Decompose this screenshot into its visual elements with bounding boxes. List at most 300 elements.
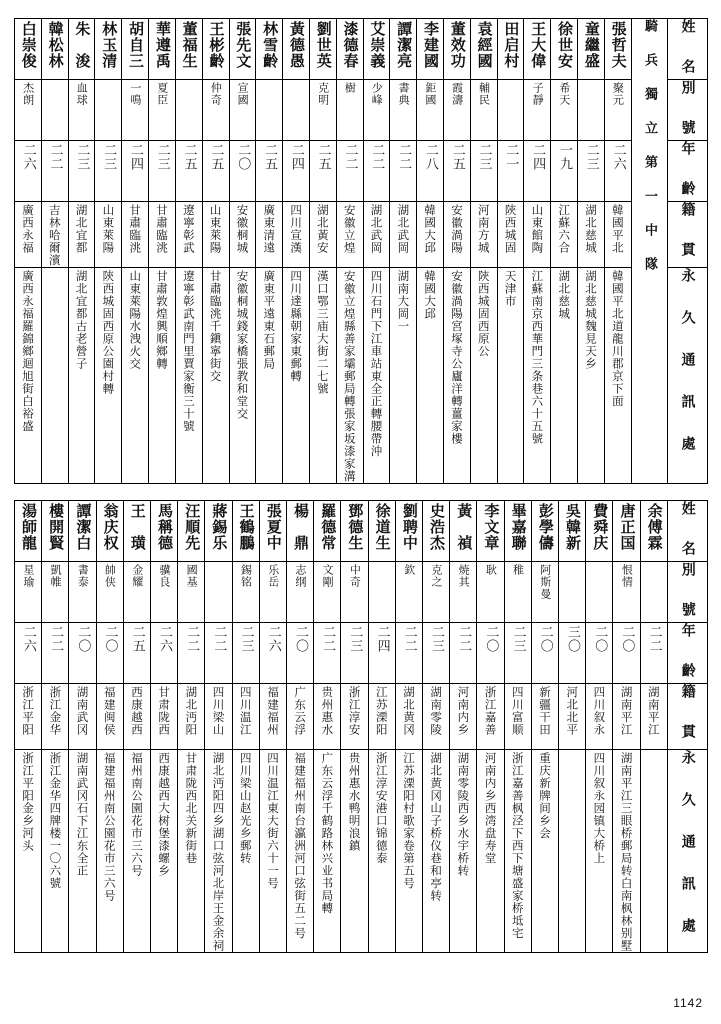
cell-text-alias: 克明	[316, 82, 330, 106]
cell-text-address: 江蘇南京西華門三条巷六十五號	[530, 270, 545, 445]
cell-text-age: 二三	[101, 143, 117, 171]
cell-age	[423, 622, 450, 683]
cell-text-age: 二四	[374, 624, 390, 653]
cell-text-name: 彭學儔	[536, 502, 555, 551]
cell-text-name: 黃德愚	[287, 21, 306, 69]
cell-text-alias: 仲奇	[209, 82, 223, 106]
cell-text-native: 湖南平江	[646, 685, 661, 736]
cell-name	[123, 500, 150, 561]
cell-text-native: 西康越西	[129, 685, 144, 736]
cell-name	[287, 500, 314, 561]
cell-text-alias: 杰朗	[21, 82, 35, 106]
cell-text-alias: 夏臣	[155, 82, 169, 106]
cell-text-native: 浙江淳安	[347, 685, 362, 736]
cell-text-native: 四川富顺	[510, 685, 525, 736]
cell-native	[41, 202, 68, 268]
cell-text-name: 史浩杰	[428, 502, 447, 551]
cell-native	[151, 683, 178, 749]
cell-name	[309, 19, 336, 80]
roster-row-alias	[15, 561, 708, 622]
column-header-text-address: 永 久 通 訊 處	[679, 268, 696, 456]
cell-text-alias: 希天	[557, 82, 571, 106]
cell-native	[470, 202, 497, 268]
cell-text-name: 田启村	[502, 21, 521, 69]
cell-address	[256, 268, 283, 484]
cell-age	[390, 141, 417, 202]
column-header-text-name: 姓 名	[679, 500, 696, 561]
cell-name	[202, 19, 229, 80]
cell-address	[497, 268, 524, 484]
cell-text-native: 浙江平阳	[21, 685, 36, 736]
cell-age	[15, 622, 42, 683]
cell-address	[368, 749, 395, 952]
cell-text-address: 浙江金华四牌楼一〇六號	[48, 751, 63, 889]
cell-alias	[444, 80, 471, 141]
cell-native	[613, 683, 640, 749]
cell-native	[283, 202, 310, 268]
cell-alias	[151, 561, 178, 622]
roster-table-bottom	[14, 500, 708, 953]
cell-text-address: 韓國大邱	[423, 270, 438, 320]
cell-text-address: 湖北慈城	[557, 270, 572, 320]
cell-native	[444, 202, 471, 268]
cell-native	[229, 202, 256, 268]
cell-alias	[613, 561, 640, 622]
cell-text-age: 二二	[401, 624, 417, 653]
cell-text-age: 二六	[156, 624, 172, 653]
cell-text-address: 湖北沔阳四乡湖口弦河北岸王金余祠	[211, 751, 226, 952]
cell-address	[287, 749, 314, 952]
cell-alias	[42, 561, 69, 622]
cell-address	[524, 268, 551, 484]
cell-address	[202, 268, 229, 484]
cell-alias	[309, 80, 336, 141]
cell-name	[497, 19, 524, 80]
cell-text-native: 湖北黄冈	[401, 685, 416, 736]
cell-alias	[229, 80, 256, 141]
cell-text-address: 四川温江東大街六十一号	[265, 751, 280, 889]
cell-text-age: 二三	[476, 143, 492, 171]
cell-text-age: 二二	[47, 143, 63, 171]
cell-text-alias: 欽	[402, 563, 416, 576]
cell-text-name: 童繼盛	[582, 21, 601, 69]
cell-native	[586, 683, 613, 749]
cell-text-name: 王大偉	[529, 21, 548, 69]
cell-age	[551, 141, 578, 202]
cell-native	[504, 683, 531, 749]
cell-alias	[450, 561, 477, 622]
cell-native	[417, 202, 444, 268]
cell-text-alias: 聚元	[611, 82, 625, 106]
cell-age	[175, 141, 202, 202]
cell-text-age: 三〇	[564, 624, 580, 653]
cell-address	[604, 268, 631, 484]
cell-text-age: 二二	[48, 624, 64, 653]
cell-text-address: 福建福州南公園花市三六号	[102, 751, 117, 902]
cell-text-age: 二二	[646, 624, 662, 653]
cell-name	[417, 19, 444, 80]
cell-text-name: 翁庆权	[101, 502, 120, 551]
cell-text-name: 韓松林	[46, 21, 65, 69]
cell-text-age: 二五	[262, 143, 278, 171]
cell-address	[586, 749, 613, 952]
cell-text-alias: 宣國	[236, 82, 250, 106]
cell-text-age: 二八	[422, 143, 438, 171]
cell-age	[205, 622, 232, 683]
cell-text-age: 二三	[347, 624, 363, 653]
cell-address	[42, 749, 69, 952]
cell-text-age: 二〇	[483, 624, 499, 653]
cell-alias	[341, 561, 368, 622]
column-header-age	[667, 622, 707, 683]
cell-text-address: 浙江平阳金乡河头	[21, 751, 36, 852]
cell-age	[96, 622, 123, 683]
cell-alias	[15, 80, 42, 141]
cell-address	[15, 268, 42, 484]
cell-address	[341, 749, 368, 952]
cell-native	[123, 683, 150, 749]
cell-text-age: 二四	[127, 143, 143, 171]
cell-text-alias: 霞濤	[450, 82, 464, 106]
cell-text-name: 胡自三	[127, 21, 146, 69]
cell-text-age: 二二	[211, 624, 227, 653]
cell-text-age: 二〇	[537, 624, 553, 653]
cell-text-alias: 稚	[511, 563, 525, 576]
cell-address	[175, 268, 202, 484]
cell-text-name: 劉世英	[314, 21, 333, 69]
cell-alias	[15, 561, 42, 622]
cell-text-name: 吳韓新	[564, 502, 583, 551]
cell-alias	[202, 80, 229, 141]
cell-text-alias: 骥良	[157, 563, 171, 588]
cell-text-alias: 耿	[484, 563, 498, 576]
cell-text-name: 張夏中	[264, 502, 283, 551]
cell-text-alias: 恨情	[620, 563, 634, 588]
roster-row-name	[15, 500, 708, 561]
cell-alias	[559, 561, 586, 622]
cell-address	[640, 749, 667, 952]
cell-text-name: 張先文	[234, 21, 253, 69]
cell-name	[15, 500, 42, 561]
cell-text-name: 余傅霖	[645, 502, 664, 551]
cell-text-alias: 金耀	[130, 563, 144, 588]
cell-text-address: 福建福州南台瀛洲河口弦街五二号	[293, 751, 308, 939]
cell-age	[229, 141, 256, 202]
cell-alias	[287, 561, 314, 622]
cell-name	[368, 500, 395, 561]
cell-text-native: 甘肃陇西	[157, 685, 172, 736]
cell-text-native: 陝西城固	[503, 204, 518, 254]
cell-age	[123, 622, 150, 683]
cell-name	[229, 19, 256, 80]
cell-text-address: 甘肅敦煌興順鄉轉	[155, 270, 169, 370]
cell-native	[314, 683, 341, 749]
cell-text-native: 湖北慈城	[584, 204, 598, 254]
cell-alias	[259, 561, 286, 622]
cell-native	[205, 683, 232, 749]
cell-address	[444, 268, 471, 484]
column-header-alias	[667, 561, 707, 622]
cell-text-name: 李文章	[482, 502, 501, 551]
cell-address	[336, 268, 363, 484]
cell-text-alias: 樹	[343, 82, 357, 94]
roster-row-address	[15, 268, 708, 484]
column-header-address	[667, 749, 707, 952]
cell-text-address: 四川石門下江車站東全正轉腰帶沖	[369, 270, 384, 458]
cell-name	[205, 500, 232, 561]
cell-age	[122, 141, 149, 202]
cell-alias	[149, 80, 176, 141]
cell-text-age: 二三	[74, 143, 90, 171]
column-header-name	[667, 500, 707, 561]
cell-address	[450, 749, 477, 952]
cell-address	[178, 749, 205, 952]
cell-text-native: 湖南零陵	[429, 685, 444, 736]
cell-alias	[423, 561, 450, 622]
cell-age	[504, 622, 531, 683]
unit-label-cell	[631, 19, 667, 484]
cell-text-alias: 中奇	[348, 563, 362, 588]
cell-text-alias: 錫铭	[239, 563, 253, 588]
cell-age	[497, 141, 524, 202]
cell-native	[423, 683, 450, 749]
cell-native	[363, 202, 390, 268]
cell-text-alias: 星瑜	[21, 563, 35, 588]
cell-alias	[363, 80, 390, 141]
cell-text-alias: 國基	[185, 563, 199, 588]
cell-age	[363, 141, 390, 202]
cell-text-name: 湯師龍	[19, 502, 38, 551]
cell-text-age: 二二	[320, 624, 336, 653]
cell-native	[95, 202, 122, 268]
cell-name	[122, 19, 149, 80]
cell-alias	[68, 80, 95, 141]
cell-age	[259, 622, 286, 683]
cell-native	[559, 683, 586, 749]
cell-text-native: 甘肅臨洮	[155, 204, 169, 254]
cell-text-age: 二〇	[75, 624, 91, 653]
cell-name	[504, 500, 531, 561]
cell-text-name: 漆德春	[341, 21, 360, 69]
cell-text-address: 广东云浮千鹤路林兴业书局轉	[320, 751, 335, 914]
cell-native	[69, 683, 96, 749]
cell-text-alias: 子靜	[531, 82, 545, 106]
cell-name	[41, 19, 68, 80]
cell-native	[390, 202, 417, 268]
cell-text-native: 湖南武冈	[75, 685, 90, 736]
cell-text-address: 安徽桐城錢家橋張教和堂交	[235, 270, 250, 420]
cell-name	[395, 500, 422, 561]
cell-text-age: 二四	[530, 143, 546, 171]
cell-text-address: 浙江淳安港口锦德泰	[374, 751, 389, 864]
cell-text-native: 山東萊陽	[208, 204, 223, 254]
cell-text-alias: 阿斯曼	[538, 563, 552, 600]
cell-native	[477, 683, 504, 749]
cell-name	[559, 500, 586, 561]
cell-alias	[504, 561, 531, 622]
cell-alias	[69, 561, 96, 622]
cell-text-age: 二二	[396, 143, 412, 171]
cell-native	[256, 202, 283, 268]
cell-name	[68, 19, 95, 80]
cell-age	[470, 141, 497, 202]
cell-text-name: 劉聘中	[400, 502, 419, 551]
cell-text-address: 湖北慈城魏見天乡	[584, 270, 598, 370]
cell-name	[531, 500, 558, 561]
cell-text-native: 浙江金华	[48, 685, 63, 736]
cell-text-name: 董福生	[180, 21, 199, 69]
cell-text-address: 湖南大岡一	[396, 270, 411, 333]
cell-text-age: 二二	[184, 624, 200, 653]
cell-alias	[123, 561, 150, 622]
cell-age	[477, 622, 504, 683]
cell-name	[450, 500, 477, 561]
cell-address	[41, 268, 68, 484]
cell-name	[42, 500, 69, 561]
cell-alias	[178, 561, 205, 622]
cell-native	[524, 202, 551, 268]
cell-text-name: 譚潔亮	[395, 21, 414, 69]
cell-text-alias: 血球	[75, 82, 89, 106]
cell-text-name: 費舜庆	[591, 502, 610, 551]
cell-text-address: 湖南武冈石下江东全正	[75, 751, 90, 877]
cell-text-native: 江苏溧阳	[374, 685, 389, 736]
cell-name	[586, 500, 613, 561]
cell-alias	[531, 561, 558, 622]
cell-native	[15, 202, 42, 268]
cell-text-age: 二六	[265, 624, 281, 653]
cell-native	[202, 202, 229, 268]
cell-text-age: 二〇	[292, 624, 308, 653]
cell-address	[232, 749, 259, 952]
cell-age	[640, 622, 667, 683]
cell-age	[417, 141, 444, 202]
cell-address	[578, 268, 605, 484]
cell-name	[604, 19, 631, 80]
cell-text-address: 山東萊陽水洩火交	[128, 270, 143, 370]
cell-address	[559, 749, 586, 952]
cell-age	[444, 141, 471, 202]
cell-text-age: 二四	[288, 143, 304, 171]
cell-text-age: 二三	[583, 143, 599, 171]
cell-text-name: 譚潔白	[74, 502, 93, 551]
cell-native	[122, 202, 149, 268]
cell-alias	[470, 80, 497, 141]
cell-text-address: 福州南公園花市三六号	[129, 751, 144, 877]
cell-text-native: 湖北宜都	[74, 204, 89, 254]
cell-text-alias: 帥侠	[103, 563, 117, 588]
cell-native	[578, 202, 605, 268]
cell-text-native: 安徽立煌	[342, 204, 357, 254]
cell-address	[613, 749, 640, 952]
cell-text-alias: 凱帷	[49, 563, 63, 588]
page-number: 1142	[673, 996, 703, 1010]
cell-address	[15, 749, 42, 952]
cell-text-address: 甘肃陇西北关新街巷	[184, 751, 199, 864]
roster-row-address	[15, 749, 708, 952]
cell-address	[309, 268, 336, 484]
cell-name	[314, 500, 341, 561]
cell-native	[450, 683, 477, 749]
cell-text-name: 林玉清	[100, 21, 119, 69]
cell-address	[423, 749, 450, 952]
cell-name	[341, 500, 368, 561]
cell-alias	[497, 80, 524, 141]
cell-text-native: 四川宣漢	[289, 204, 304, 254]
cell-native	[309, 202, 336, 268]
cell-native	[287, 683, 314, 749]
cell-text-native: 浙江嘉善	[483, 685, 498, 736]
roster-table-top	[14, 18, 708, 484]
cell-age	[232, 622, 259, 683]
cell-alias	[417, 80, 444, 141]
cell-text-name: 唐正国	[618, 502, 637, 551]
cell-text-name: 鄧德生	[346, 502, 365, 551]
cell-text-native: 韓國大邱	[423, 204, 438, 254]
cell-age	[613, 622, 640, 683]
cell-age	[309, 141, 336, 202]
cell-text-name: 艾崇義	[368, 21, 387, 69]
cell-age	[149, 141, 176, 202]
cell-text-address: 天津市	[503, 270, 518, 308]
cell-text-name: 黃 禎	[455, 502, 474, 551]
cell-text-age: 二二	[456, 624, 472, 653]
cell-alias	[551, 80, 578, 141]
cell-text-native: 贵州惠水	[320, 685, 335, 736]
cell-text-address: 廣西永福羅錦鄉迴旭街白裕盛	[20, 270, 35, 433]
cell-text-address: 湖北宜都古老營子	[74, 270, 89, 370]
cell-age	[287, 622, 314, 683]
cell-alias	[96, 561, 123, 622]
cell-text-name: 王鶴鵬	[237, 502, 256, 551]
cell-age	[578, 141, 605, 202]
cell-text-name: 華遵禹	[153, 21, 172, 69]
cell-text-name: 楊 鼎	[292, 502, 310, 551]
cell-native	[178, 683, 205, 749]
cell-alias	[640, 561, 667, 622]
column-header-text-age: 年 齡	[679, 141, 696, 201]
cell-native	[232, 683, 259, 749]
cell-native	[341, 683, 368, 749]
cell-text-name: 袁經國	[475, 21, 494, 69]
column-header-native	[667, 683, 707, 749]
cell-text-name: 蔣錫乐	[210, 502, 229, 551]
cell-age	[42, 622, 69, 683]
unit-label: 騎 兵 獨 立 第 一 中 隊	[642, 19, 657, 273]
cell-age	[283, 141, 310, 202]
cell-text-address: 西康越西大树堡漆螺乡	[157, 751, 172, 877]
cell-age	[95, 141, 122, 202]
cell-text-native: 福建福州	[265, 685, 280, 736]
cell-name	[613, 500, 640, 561]
cell-name	[336, 19, 363, 80]
cell-text-age: 二〇	[235, 143, 251, 171]
cell-alias	[395, 561, 422, 622]
cell-text-native: 河北北平	[565, 685, 580, 736]
cell-text-alias: 書典	[397, 82, 411, 106]
cell-text-native: 山東萊陽	[101, 204, 116, 254]
cell-text-age: 二五	[181, 143, 197, 171]
roster-row-age	[15, 622, 708, 683]
cell-text-alias: 文剛	[321, 563, 335, 588]
cell-text-alias: 輔民	[477, 82, 491, 106]
cell-text-address: 陝西城固西原公園村轉	[101, 270, 116, 395]
column-header-address	[667, 268, 707, 484]
cell-text-native: 湖北黃安	[315, 204, 330, 254]
cell-text-age: 一九	[556, 143, 572, 171]
cell-text-address: 湖南零陵西乡水宇桥转	[456, 751, 471, 877]
cell-text-native: 吉林哈爾濱	[47, 204, 62, 267]
